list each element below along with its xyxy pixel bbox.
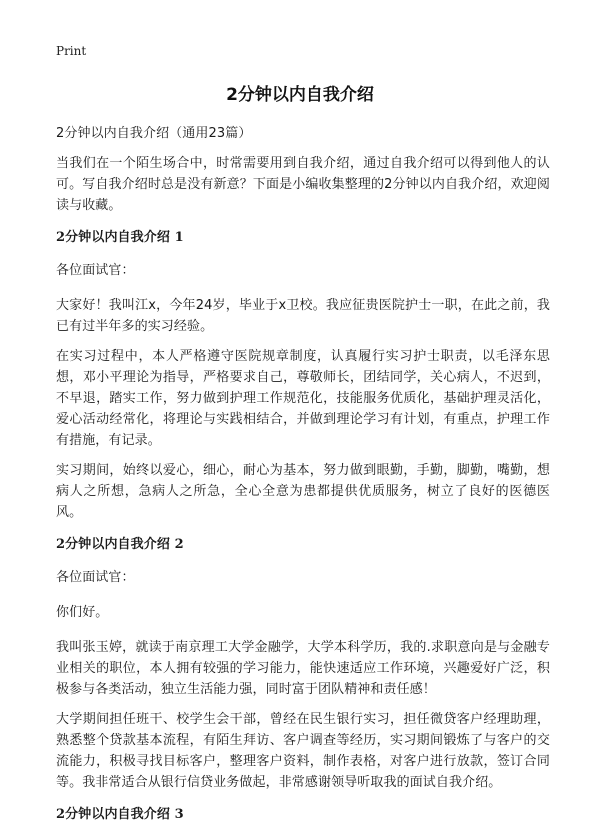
section-heading-2: 2分钟以内自我介绍 2 (56, 537, 184, 552)
document-subtitle: 2分钟以内自我介绍（通用23篇） (56, 126, 252, 141)
section-2-paragraph-2: 我叫张玉婷，就读于南京理工大学金融学，大学本科学历，我的.求职意向是与金融专业相关的职位，本人拥有较强的学习能力，能快速适应工作环境，兴趣爱好广泛，积极参与各类活动，独立生活能力强，同时富于团队精神和责任感！ (56, 640, 550, 697)
section-2-paragraph-3: 大学期间担任班干、校学生会干部，曾经在民生银行实习，担任微贷客户经理助理，熟悉整个贷款基本流程，有陌生拜访、客户调查等经历，实习期间锻炼了与客户的交流能力，积极寻找目标客户，整理客户资料，制作表格，对客户进行放款，签订合同等。我非常适合从银行信贷业务做起，非常感谢领导听取我的面试自我介绍。 (56, 712, 550, 790)
page-title: 2分钟以内自我介绍 (226, 85, 374, 105)
section-heading-1: 2分钟以内自我介绍 1 (56, 230, 184, 245)
section-1-paragraph-1: 大家好！我叫江x，今年24岁，毕业于x卫校。我应征贵医院护士一职，在此之前，我已有过半年多的实习经验。 (56, 298, 550, 334)
document-body (56, 123, 550, 837)
section-1-greeting: 各位面试官： (56, 263, 135, 278)
section-heading-3: 2分钟以内自我介绍 3 (56, 807, 184, 822)
section-2-greeting: 各位面试官： (56, 570, 135, 585)
section-2-paragraph-1: 你们好。 (56, 605, 109, 620)
intro-paragraph: 当我们在一个陌生场合中，时常需要用到自我介绍，通过自我介绍可以得到他人的认可。写自我介绍时总是没有新意？下面是小编收集整理的2分钟以内自我介绍，欢迎阅读与收藏。 (56, 156, 550, 213)
section-1-paragraph-3: 实习期间，始终以爱心，细心，耐心为基本，努力做到眼勤，手勤，脚勤，嘴勤，想病人之所想，急病人之所急，全心全意为患都提供优质服务，树立了良好的医德医风。 (56, 463, 550, 520)
section-1-paragraph-2: 在实习过程中，本人严格遵守医院规章制度，认真履行实习护士职责，以毛泽东思想，邓小平理论为指导，严格要求自己，尊敬师长，团结同学，关心病人，不迟到，不早退，踏实工作，努力做到护理工作规范化，技能服务优质化，基础护理灵活化，爱心活动经常化，将理论与实践相结合，并做到理论学习有计划，有重点，护理工作有措施，有记录。 (56, 349, 550, 448)
print-link[interactable]: Print (56, 44, 87, 58)
